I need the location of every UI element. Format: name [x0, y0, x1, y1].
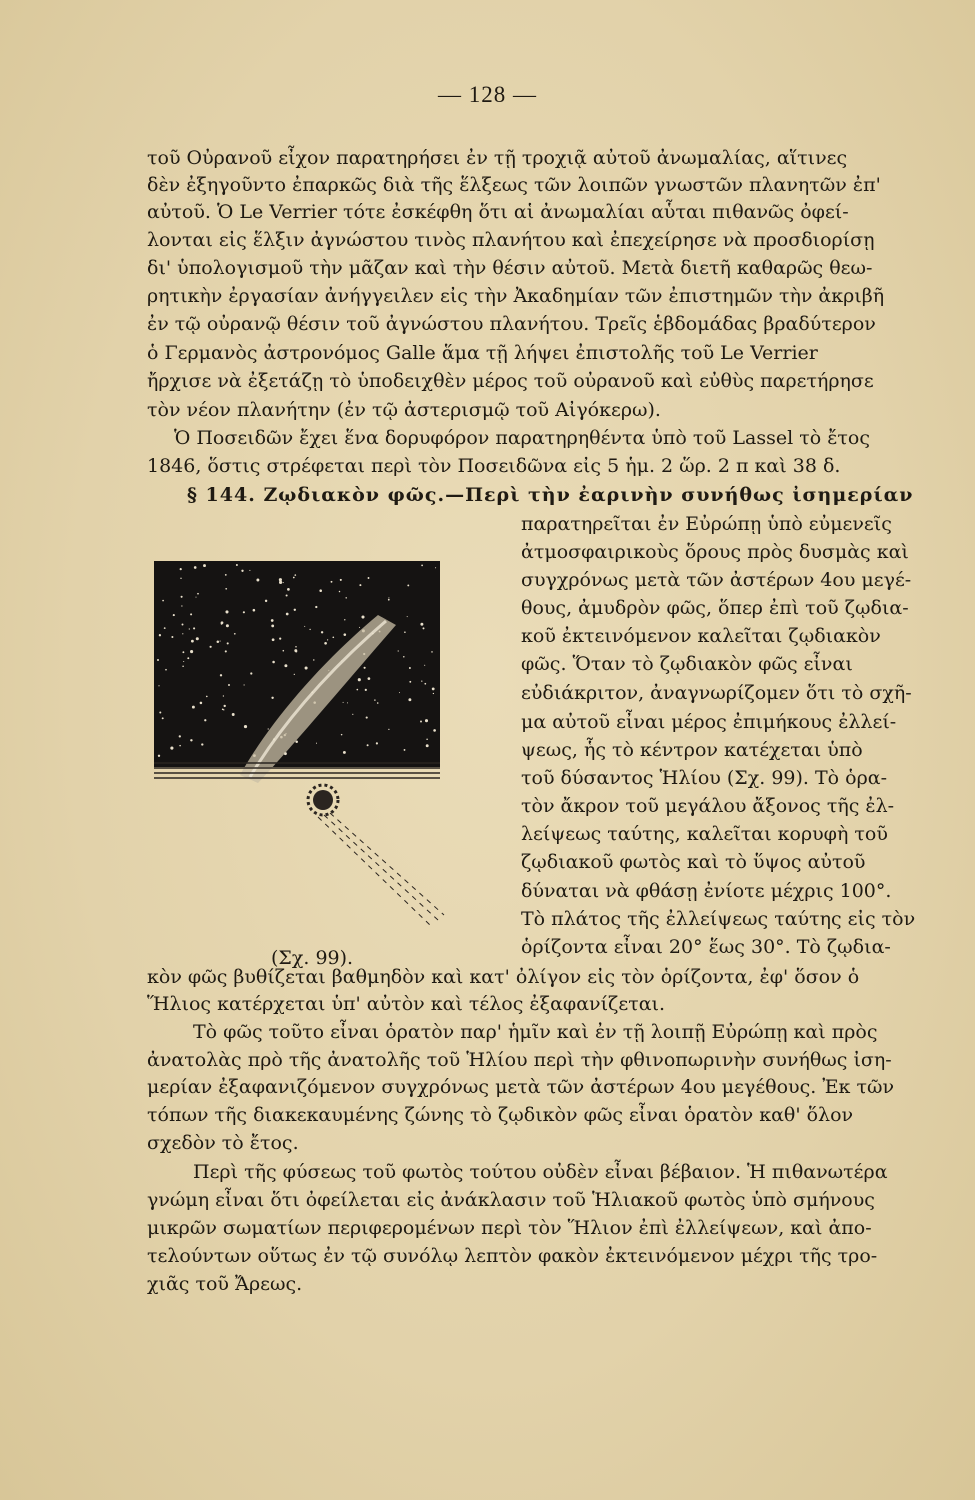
star: [321, 631, 323, 633]
text-line: Ὁ Ποσειδῶν ἔχει ἕνα δορυφόρον παρατηρηθέντα ὑπὸ τοῦ Lassel τὸ ἔτος: [174, 427, 870, 449]
star: [331, 581, 333, 583]
star: [423, 627, 425, 629]
star: [424, 665, 425, 666]
star: [187, 657, 189, 659]
text-line: μερίαν ἐξαφανιζόμενον συγχρόνως μετὰ τῶν ἀστέρων 4ου μεγέθους. Ἐκ τῶν: [147, 1076, 894, 1098]
star: [200, 702, 203, 705]
star: [190, 739, 192, 741]
text-line: χιᾶς τοῦ Ἄρεως.: [147, 1273, 303, 1295]
text-line: Τὸ πλάτος τῆς ἐλλείψεως ταύτης εἰς τὸν: [521, 908, 916, 930]
star: [340, 579, 342, 581]
star: [180, 568, 182, 570]
star: [183, 661, 184, 662]
star: [279, 638, 281, 640]
star: [388, 597, 389, 598]
star: [268, 728, 269, 729]
star: [319, 589, 322, 592]
star: [359, 584, 361, 586]
star: [182, 624, 184, 626]
star: [283, 582, 284, 583]
star: [225, 610, 228, 613]
star: [227, 642, 229, 644]
star: [365, 689, 367, 691]
star: [157, 659, 159, 661]
star: [368, 577, 370, 579]
sun-symbol: [308, 785, 338, 815]
star: [265, 600, 267, 602]
star: [173, 614, 175, 616]
text-line: λονται εἰς ἕλξιν ἀγνώστου τινὸς πλανήτου καὶ ἐπεχείρησε νὰ προσδιορίσῃ: [147, 229, 875, 251]
star: [271, 697, 273, 699]
text-line: Τὸ φῶς τοῦτο εἶναι ὁρατὸν παρ' ἡμῖν καὶ ἐν τῇ λοιπῇ Εὐρώπῃ καὶ πρὸς: [193, 1021, 878, 1043]
text-line: ὁρίζοντα εἶναι 20° ἕως 30°. Τὸ ζῳδια-: [521, 936, 891, 958]
star: [225, 650, 227, 652]
star: [352, 714, 353, 715]
star: [181, 596, 183, 598]
star: [315, 606, 317, 608]
star: [179, 735, 181, 737]
star: [435, 567, 436, 568]
star: [324, 642, 327, 645]
star: [158, 685, 159, 686]
star: [408, 698, 411, 701]
text-line: αὐτοῦ. Ὁ Le Verrier τότε ἐσκέφθη ὅτι αἱ ἀνωμαλίαι αὗται πιθανῶς ὀφεί-: [147, 201, 849, 223]
star: [196, 597, 197, 598]
text-line: ὁ Γερμανὸς ἀστρονόμος Galle ἅμα τῇ λήψει ἐπιστολῆς τοῦ Le Verrier: [147, 342, 818, 364]
star: [196, 637, 199, 640]
star: [377, 702, 379, 704]
star: [180, 578, 181, 579]
star: [271, 625, 274, 628]
star: [197, 593, 199, 595]
star: [361, 615, 364, 618]
star: [193, 627, 195, 629]
text-line: εὐδιάκριτον, ἀναγνωρίζομεν ὅτι τὸ σχῆ-: [521, 682, 912, 704]
sun-direction-lines: [318, 813, 444, 925]
section-heading-line: § 144. Ζῳδιακὸν φῶς.—Περὶ τὴν ἐαρινὴν συνήθως ἰσημερίαν: [187, 484, 914, 506]
star: [190, 650, 193, 653]
text-line: 1846, ὅστις στρέφεται περὶ τὸν Ποσειδῶνα εἰς 5 ἡμ. 2 ὥρ. 2 π καὶ 38 δ.: [147, 455, 841, 477]
star: [283, 650, 285, 652]
star: [228, 684, 230, 686]
text-line: ζῳδιακοῦ φωτὸς καὶ τὸ ὕψος αὐτοῦ: [521, 851, 866, 873]
star: [203, 564, 206, 567]
text-line: μα αὐτοῦ εἶναι μέρος ἐπιμήκους ἐλλεί-: [521, 711, 897, 733]
star: [191, 640, 194, 643]
star: [347, 702, 348, 703]
star: [409, 667, 411, 669]
star: [286, 613, 289, 616]
star: [253, 609, 256, 612]
text-line: μικρῶν σωματίων περιφερομένων περὶ τὸν Ἥλιον ἐπὶ ἐλλείψεων, καὶ ἀπο-: [147, 1217, 872, 1239]
star: [224, 705, 226, 707]
star: [433, 693, 434, 694]
text-line: δι' ὑπολογισμοῦ τὴν μᾶζαν καὶ τὴν θέσιν αὐτοῦ. Μετὰ διετῆ καθαρῶς θεω-: [147, 257, 873, 279]
star: [223, 695, 224, 696]
star: [304, 626, 305, 627]
text-line: ἀνατολὰς πρὸ τῆς ἀνατολῆς τοῦ Ἡλίου περὶ τὴν φθινοπωρινὴν συνήθως ἰση-: [147, 1049, 892, 1071]
star: [305, 666, 308, 669]
star: [279, 578, 282, 581]
star: [327, 639, 328, 640]
star: [388, 599, 390, 601]
text-line: θους, ἀμυδρὸν φῶς, ὅπερ ἐπὶ τοῦ ζῳδια-: [521, 597, 909, 619]
text-line: τελούντων οὕτως ἐν τῷ συνόλῳ λεπτὸν φακὸν ἐκτεινόμενον μέχρι τῆς τρο-: [147, 1245, 878, 1267]
star: [358, 678, 361, 681]
text-line: τὸν ἄκρον τοῦ μεγάλου ἄξονος τῆς ἐλ-: [521, 795, 895, 817]
star: [432, 687, 435, 690]
zodiacal-light-figure: [148, 555, 470, 950]
star: [295, 646, 297, 648]
star: [343, 702, 344, 703]
star: [421, 565, 423, 567]
star: [404, 631, 406, 633]
star: [421, 680, 422, 681]
text-line: Ἥλιος κατέρχεται ὑπ' αὐτὸν καὶ τέλος ἐξαφανίζεται.: [147, 993, 666, 1015]
star: [220, 674, 222, 676]
star: [343, 633, 346, 636]
star: [171, 636, 173, 638]
star: [201, 743, 203, 745]
star: [407, 584, 409, 586]
star: [431, 651, 433, 653]
star: [164, 627, 166, 629]
figure-caption: (Σχ. 99).: [271, 947, 354, 969]
star: [403, 656, 405, 658]
star: [244, 725, 247, 728]
star: [234, 633, 236, 635]
star: [249, 570, 250, 571]
star: [388, 729, 389, 730]
star: [158, 755, 160, 757]
star: [159, 712, 161, 714]
star: [359, 627, 360, 628]
star: [424, 683, 426, 685]
star: [217, 640, 220, 643]
star: [182, 651, 184, 653]
star: [407, 616, 408, 617]
star: [426, 738, 428, 740]
star: [225, 588, 227, 590]
star: [294, 574, 296, 576]
star: [221, 623, 223, 625]
star: [256, 579, 259, 582]
star: [293, 577, 295, 579]
star: [222, 708, 224, 710]
text-line: τοῦ Οὐρανοῦ εἶχον παρατηρήσει ἐν τῇ τροχιᾷ αὐτοῦ ἀνωμαλίας, αἵτινες: [147, 147, 848, 169]
text-line: κὸν φῶς βυθίζεται βαθμηδὸν καὶ κατ' ὀλίγον εἰς τὸν ὁρίζοντα, ἐφ' ὅσον ὁ: [147, 966, 860, 988]
star: [368, 677, 371, 680]
star: [339, 591, 341, 593]
star: [376, 742, 378, 744]
page-number: — 128 —: [438, 82, 537, 107]
star: [232, 713, 235, 716]
text-line: τοῦ δύσαντος Ἡλίου (Σχ. 99). Τὸ ὁρα-: [521, 767, 888, 789]
star: [182, 633, 183, 634]
star: [241, 570, 243, 572]
star: [420, 721, 422, 723]
star: [344, 619, 345, 620]
star: [426, 744, 429, 747]
text-line: δύναται νὰ φθάσῃ ἐνίοτε μέχρις 100°.: [521, 880, 892, 902]
star: [162, 600, 164, 602]
text-line: δὲν ἐξηγοῦντο ἐπαρκῶς διὰ τῆς ἕλξεως τῶν λοιπῶν γνωστῶν πλανητῶν ἐπ': [147, 174, 881, 196]
text-line: παρατηρεῖται ἐν Εὐρώπῃ ὑπὸ εὐμενεῖς: [521, 513, 892, 535]
star: [279, 581, 282, 584]
star: [189, 628, 190, 629]
star: [220, 641, 221, 642]
star: [190, 613, 192, 615]
star: [309, 629, 310, 630]
text-line: ἀτμοσφαιρικοὺς ὅρους πρὸς δυσμὰς καὶ: [521, 541, 909, 563]
star: [165, 669, 167, 671]
zodiacal-light-illustration: [148, 555, 470, 950]
text-line: γνώμη εἶναι ὅτι ὀφείλεται εἰς ἀνάκλασιν τοῦ Ἡλιακοῦ φωτὸς ὑπὸ σμήνους: [147, 1189, 875, 1211]
star: [399, 692, 400, 693]
star: [244, 684, 245, 685]
star: [295, 650, 297, 652]
star: [367, 744, 369, 746]
star: [294, 609, 296, 611]
star: [374, 699, 375, 700]
star: [204, 719, 206, 721]
star: [425, 719, 428, 722]
star: [250, 672, 252, 674]
star: [343, 751, 346, 754]
text-line: τόπων τῆς διακεκαυμένης ζώνης τὸ ζῳδικὸν φῶς εἶναι ὁρατὸν καθ' ὅλον: [147, 1104, 854, 1126]
star: [194, 566, 197, 569]
star: [170, 747, 173, 750]
star: [287, 588, 290, 591]
star: [243, 611, 245, 613]
text-line: κοῦ ἐκτεινόμενον καλεῖται ζῳδιακὸν: [521, 625, 881, 647]
star: [433, 729, 436, 732]
text-line: ψεως, ἧς τὸ κέντρον κατέχεται ὑπὸ: [521, 739, 863, 761]
star: [294, 674, 295, 675]
star: [179, 745, 181, 747]
star: [420, 623, 423, 626]
star: [345, 597, 346, 598]
star: [272, 661, 275, 664]
text-line: τὸν νέον πλανήτην (ἐν τῷ ἀστερισμῷ τοῦ Αἰγόκερω).: [147, 399, 661, 421]
star: [316, 743, 317, 744]
star: [182, 666, 184, 668]
star: [284, 664, 287, 667]
text-line: ἤρχισε νὰ ἐξετάζῃ τὸ ὑποδειχθὲν μέρος τοῦ οὐρανοῦ καὶ εὐθὺς παρετήρησε: [147, 370, 874, 392]
star: [181, 605, 182, 606]
star: [409, 681, 411, 683]
text-line: συγχρόνως μετὰ τῶν ἀστέρων 4ου μεγέ-: [521, 569, 912, 591]
star: [398, 650, 399, 651]
text-line: ρητικὴν ἐργασίαν ἀνήγγειλεν εἰς τὴν Ἀκαδημίαν τῶν ἐπιστημῶν τὴν ἀκριβῆ: [147, 285, 885, 307]
star: [226, 624, 229, 627]
star: [341, 734, 343, 736]
star: [236, 564, 238, 566]
star: [332, 636, 334, 638]
text-line: Περὶ τῆς φύσεως τοῦ φωτὸς τούτου οὐδὲν εἶναι βέβαιον. Ἡ πιθανωτέρα: [193, 1161, 888, 1183]
star: [404, 749, 406, 751]
star: [209, 646, 211, 648]
star: [313, 659, 314, 660]
text-line: σχεδὸν τὸ ἔτος.: [147, 1132, 299, 1154]
text-line: λείψεως ταύτης, καλεῖται κορυφὴ τοῦ: [521, 823, 888, 845]
text-line: φῶς. Ὅταν τὸ ζῳδιακὸν φῶς εἶναι: [521, 653, 853, 675]
star: [162, 717, 164, 719]
text-line: ἐν τῷ οὐρανῷ θέσιν τοῦ ἀγνώστου πλανήτου. Τρεῖς ἑβδομάδας βραδύτερον: [147, 313, 876, 335]
star: [225, 574, 227, 576]
star: [364, 667, 366, 669]
star: [206, 696, 208, 698]
star: [192, 706, 195, 709]
star: [366, 717, 368, 719]
star: [357, 689, 359, 691]
star: [272, 638, 275, 641]
star: [159, 634, 161, 636]
star: [271, 619, 274, 622]
star: [286, 594, 288, 596]
